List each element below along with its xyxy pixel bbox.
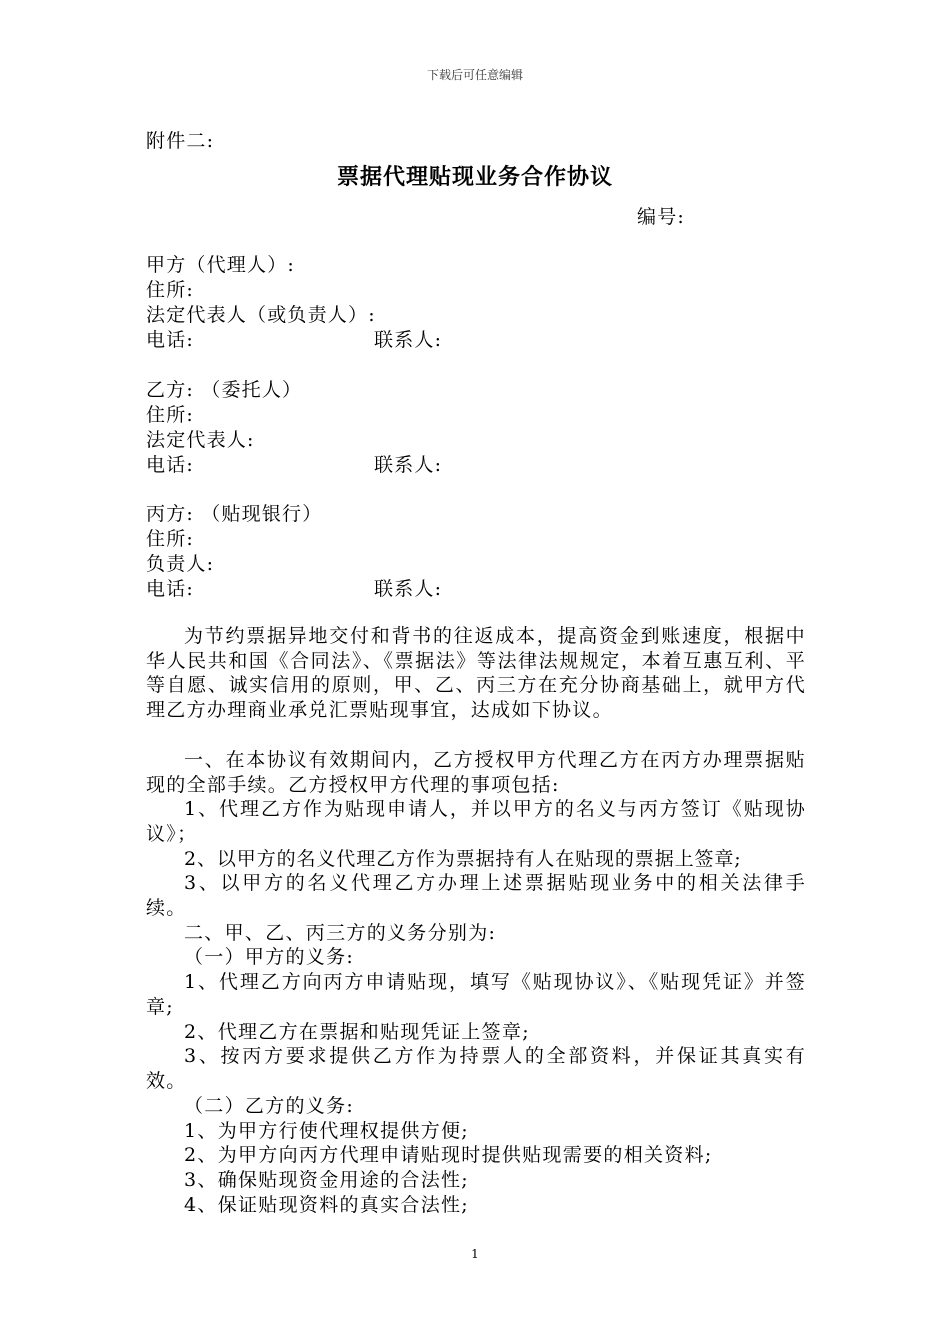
- clause-2-section-a-heading: （一）甲方的义务:: [184, 946, 355, 968]
- party-c-phone: 电话:: [146, 578, 195, 600]
- clause-2-a-item-1: 1、代理乙方向丙方申请贴现，填写《贴现协议》、《贴现凭证》并签章;: [146, 971, 806, 1018]
- clause-2-b-item-1: 1、为甲方行使代理权提供方便;: [184, 1120, 469, 1142]
- document-title: 票据代理贴现业务合作协议: [336, 165, 613, 190]
- party-c-address: 住所:: [146, 528, 195, 550]
- clause-2: 二、甲、乙、丙三方的义务分别为:: [184, 922, 497, 944]
- clause-2-a-item-2: 2、代理乙方在票据和贴现凭证上签章;: [184, 1021, 530, 1043]
- party-c-heading: 丙方: （贴现银行）: [146, 503, 323, 525]
- party-b-address: 住所:: [146, 404, 195, 426]
- party-c-representative: 负责人:: [146, 553, 215, 575]
- party-b-representative: 法定代表人:: [146, 429, 255, 451]
- party-a-contact: 联系人:: [374, 329, 443, 351]
- clause-1-item-3: 3、以甲方的名义代理乙方办理上述票据贴现业务中的相关法律手续。: [146, 872, 806, 919]
- page-number: 1: [471, 1247, 479, 1261]
- clause-2-b-item-4: 4、保证贴现资料的真实合法性;: [184, 1194, 469, 1216]
- header-note: 下载后可任意编辑: [426, 68, 523, 82]
- party-b-phone: 电话:: [146, 454, 195, 476]
- party-b-heading: 乙方: （委托人）: [146, 379, 303, 401]
- attachment-label: 附件二:: [146, 130, 215, 152]
- clause-1-item-2: 2、以甲方的名义代理乙方作为票据持有人在贴现的票据上签章;: [184, 848, 742, 870]
- number-label: 编号:: [637, 206, 686, 228]
- party-a-heading: 甲方（代理人）:: [146, 254, 296, 276]
- party-b-contact: 联系人:: [374, 454, 443, 476]
- preamble-paragraph: 为节约票据异地交付和背书的往返成本，提高资金到账速度，根据中华人民共和国《合同法》、《票据法》等法律法规规定，本着互惠互利、平等自愿、诚实信用的原则，甲、乙、丙三方在充分协商基础上，就甲方代理乙方办理商业承兑汇票贴现事宜，达成如下协议。: [146, 625, 806, 721]
- clause-1: 一、在本协议有效期间内，乙方授权甲方代理乙方在丙方办理票据贴现的全部手续。乙方授权甲方代理的事项包括:: [146, 749, 806, 796]
- party-a-phone: 电话:: [146, 329, 195, 351]
- clause-2-b-item-2: 2、为甲方向丙方代理申请贴现时提供贴现需要的相关资料;: [184, 1144, 713, 1166]
- party-c-contact: 联系人:: [374, 578, 443, 600]
- clause-2-a-item-3: 3、按丙方要求提供乙方作为持票人的全部资料，并保证其真实有效。: [146, 1045, 806, 1092]
- party-a-address: 住所:: [146, 279, 195, 301]
- party-a-representative: 法定代表人（或负责人）:: [146, 304, 376, 326]
- clause-2-b-item-3: 3、确保贴现资金用途的合法性;: [184, 1169, 469, 1191]
- clause-1-item-1: 1、代理乙方作为贴现申请人，并以甲方的名义与丙方签订《贴现协议》；: [146, 798, 806, 845]
- clause-2-section-b-heading: （二）乙方的义务:: [184, 1095, 355, 1117]
